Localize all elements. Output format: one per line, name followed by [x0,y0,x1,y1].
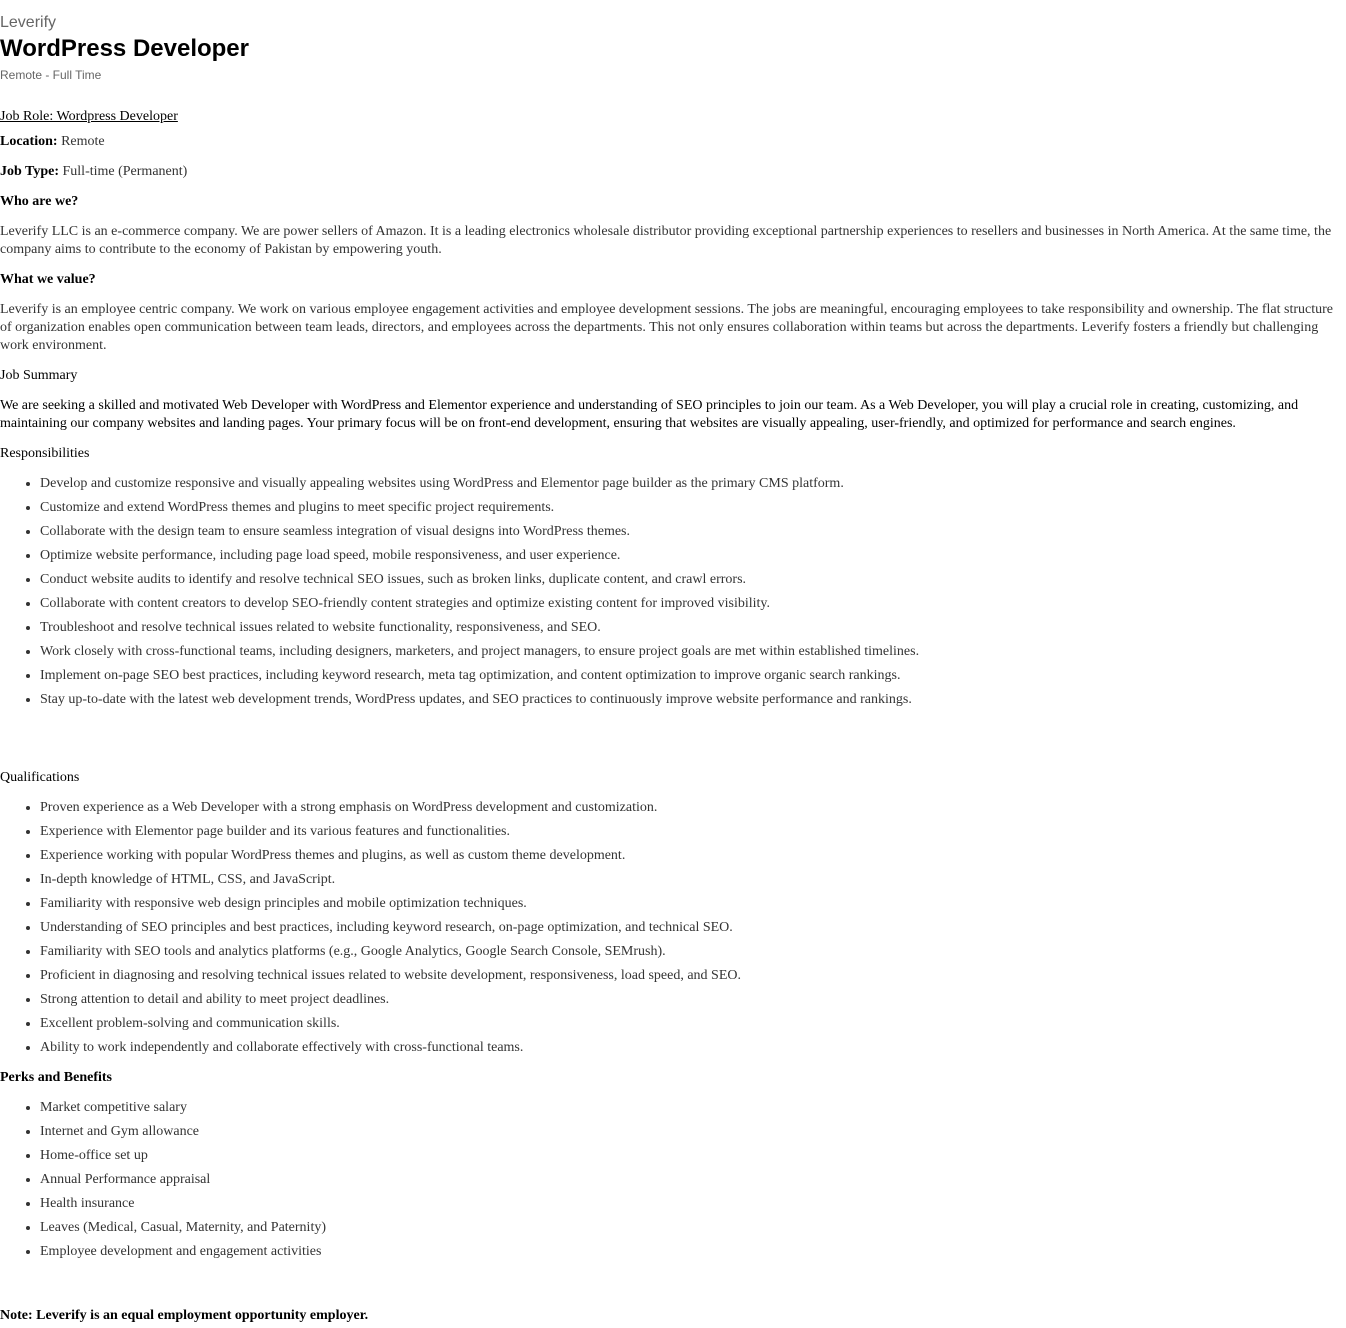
list-item: • Proven experience as a Web Developer with a strong emphasis on WordPress development and customization. [40,799,1346,817]
list-item: • Health insurance [40,1195,1346,1213]
spacer [0,721,1346,769]
list-item: • Work closely with cross-functional teams, including designers, marketers, and project managers, to ensure project goals are met within established timelines. [40,643,1346,661]
list-item: • Troubleshoot and resolve technical issues related to website functionality, responsiveness, and SEO. [40,619,1346,637]
list-item: • Develop and customize responsive and visually appealing websites using WordPress and Elementor page builder as the primary CMS platform. [40,475,1346,493]
list-item: • Understanding of SEO principles and best practices, including keyword research, on-page optimization, and technical SEO. [40,919,1346,937]
list-item: • Collaborate with content creators to develop SEO-friendly content strategies and optimize existing content for improved visibility. [40,595,1346,613]
list-item: • In-depth knowledge of HTML, CSS, and JavaScript. [40,871,1346,889]
who-are-we-text: Leverify LLC is an e-commerce company. We are power sellers of Amazon. It is a leading electronics wholesale distributor providing exceptional partnership experiences to resellers and businesses in North America. At the same time, the company aims to contribute to the economy of Pakistan by empowering youth. [0,224,1332,257]
list-item: • Implement on-page SEO best practices, including keyword research, meta tag optimization, and content optimization to improve organic search rankings. [40,667,1346,685]
list-item: • Annual Performance appraisal [40,1171,1346,1189]
what-we-value-text: Leverify is an employee centric company. We work on various employee engagement activities and employee development sessions. The jobs are meaningful, encouraging employees to take responsibility and ownership. The flat structure of organization enables open communication between team leads, directors, and employees across the departments. This not only ensures collaboration within teams but across the departments. Leverify fosters a friendly but challenging work environment. [0,302,1334,353]
list-item: • Experience working with popular WordPress themes and plugins, as well as custom theme development. [40,847,1346,865]
job-type-value: Full-time (Permanent) [59,164,188,179]
list-item: • Optimize website performance, including page load speed, mobile responsiveness, and user experience. [40,547,1346,565]
list-item: • Ability to work independently and collaborate effectively with cross-functional teams. [40,1039,1346,1057]
list-item: • Home-office set up [40,1147,1346,1165]
list-item: • Familiarity with responsive web design principles and mobile optimization techniques. [40,895,1346,913]
list-item: • Customize and extend WordPress themes and plugins to meet specific project requirements. [40,499,1346,517]
list-item: • Proficient in diagnosing and resolving technical issues related to website development, responsiveness, load speed, and SEO. [40,967,1346,985]
perks-heading: Perks and Benefits [0,1070,112,1085]
list-item: • Strong attention to detail and ability to meet project deadlines. [40,991,1346,1009]
job-summary-heading: Job Summary [0,368,78,383]
list-item: • Stay up-to-date with the latest web development trends, WordPress updates, and SEO practices to continuously improve website performance and rankings. [40,691,1346,709]
job-type-label: Job Type: [0,164,59,179]
list-item: • Conduct website audits to identify and resolve technical SEO issues, such as broken links, duplicate content, and crawl errors. [40,571,1346,589]
list-item: • Leaves (Medical, Casual, Maternity, and Paternity) [40,1219,1346,1237]
who-are-we-heading: Who are we? [0,194,79,209]
job-summary-text: We are seeking a skilled and motivated Web Developer with WordPress and Elementor experience and understanding of SEO principles to join our team. As a Web Developer, you will play a crucial role in creating, customizing, and maintaining our company websites and landing pages. Your primary focus will be on front-end development, ensuring that websites are visually appealing, user-friendly, and optimized for performance and search engines. [0,398,1299,431]
job-location-type: Remote - Full Time [0,68,102,82]
location-value: Remote [57,134,105,149]
list-item: • Excellent problem-solving and communication skills. [40,1015,1346,1033]
qualifications-list [0,799,1346,1057]
list-item: • Experience with Elementor page builder and its various features and functionalities. [40,823,1346,841]
what-we-value-heading: What we value? [0,272,96,287]
list-item: • Market competitive salary [40,1099,1346,1117]
list-item: • Internet and Gym allowance [40,1123,1346,1141]
perks-list [0,1099,1346,1261]
location-label: Location: [0,134,58,149]
job-description [0,108,1346,1325]
job-header [0,0,1346,83]
company-name: Leverify [0,14,57,31]
qualifications-heading: Qualifications [0,770,80,785]
list-item: • Employee development and engagement activities [40,1243,1346,1261]
spacer [0,1273,1346,1307]
equal-opportunity-note: Note: Leverify is an equal employment opportunity employer. [0,1308,369,1323]
job-title: WordPress Developer [0,35,249,62]
job-role-line: Job Role: Wordpress Developer [0,109,178,124]
job-type-line [0,163,1346,181]
location-line [0,133,1346,151]
responsibilities-heading: Responsibilities [0,446,90,461]
list-item: • Familiarity with SEO tools and analytics platforms (e.g., Google Analytics, Google Search Console, SEMrush). [40,943,1346,961]
responsibilities-list [0,475,1346,709]
list-item: • Collaborate with the design team to ensure seamless integration of visual designs into WordPress themes. [40,523,1346,541]
